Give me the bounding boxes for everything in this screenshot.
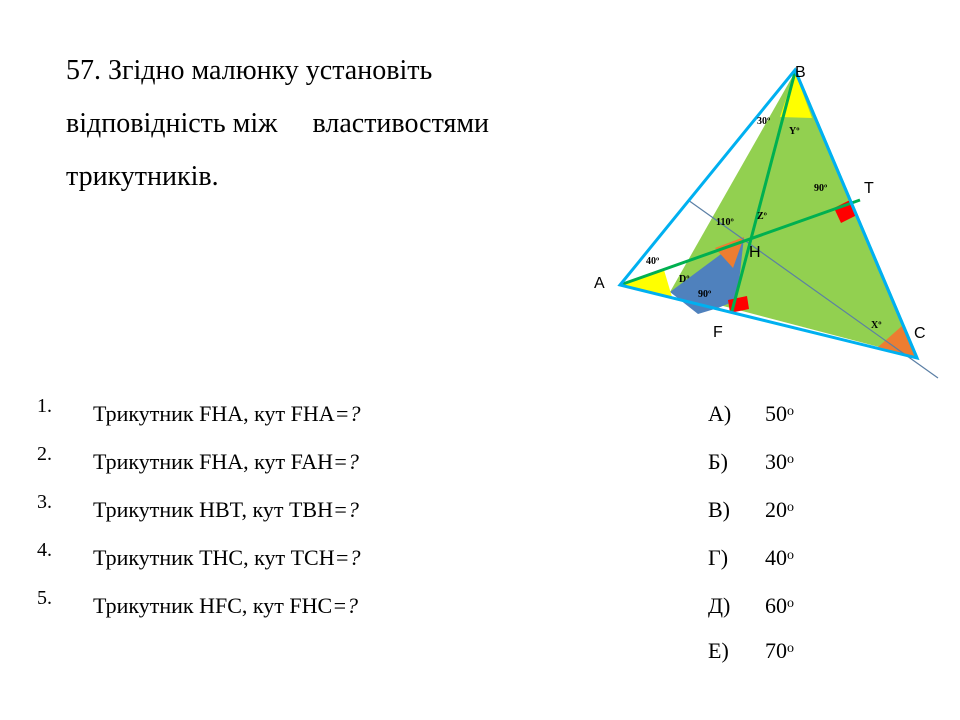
answer-value: $30^о$ xyxy=(765,449,794,474)
vertex-label-c: C xyxy=(914,325,926,342)
angle-label-f90: 90º xyxy=(698,289,712,300)
answer-letter: Е) xyxy=(708,638,729,663)
question-text: Трикутник HBT, кут TBH=? xyxy=(93,497,359,522)
angle-label-h110: 110º xyxy=(716,217,734,228)
question-text: Трикутник FHA, кут FAH=? xyxy=(93,449,359,474)
vertex-label-b: B xyxy=(795,64,806,81)
task-title-line-1: 57. Згідно малюнку установіть xyxy=(66,55,433,86)
question-text: Трикутник HFC, кут FHC=? xyxy=(93,593,359,618)
answer-value: $20^о$ xyxy=(765,497,794,522)
answer-value: $50^о$ xyxy=(765,401,794,426)
vertex-label-h: H xyxy=(749,244,761,261)
task-title-line-3: трикутників. xyxy=(66,161,219,192)
vertex-label-a: A xyxy=(594,275,605,292)
task-title xyxy=(66,44,546,203)
answer-letter: А) xyxy=(708,401,732,426)
angle-label-x: Xº xyxy=(871,320,882,331)
angle-label-z: Zº xyxy=(757,211,767,222)
vertex-label-t: T xyxy=(864,180,874,197)
question-number: 5. xyxy=(37,587,52,609)
angle-label-a40: 40º xyxy=(646,256,660,267)
angle-label-b30: 30º xyxy=(757,116,771,127)
angle-label-d: Dº xyxy=(679,274,690,285)
answer-letter: В) xyxy=(708,497,730,522)
task-title-line-2: відповідність між властивостями xyxy=(66,108,490,139)
question-text: Трикутник THC, кут TCH=? xyxy=(93,545,361,570)
vertex-label-f: F xyxy=(713,324,723,341)
answer-value: $70^о$ xyxy=(765,638,794,663)
answer-letter: Б) xyxy=(708,449,728,474)
question-number: 3. xyxy=(37,491,52,513)
question-text: Трикутник FHA, кут FHA=? xyxy=(93,401,361,426)
answer-letter: Г) xyxy=(708,545,729,570)
answer-letter: Д) xyxy=(708,593,731,618)
question-number: 2. xyxy=(37,443,52,465)
answer-value: $40^о$ xyxy=(765,545,794,570)
question-number: 1. xyxy=(37,395,52,417)
question-number: 4. xyxy=(37,539,52,561)
angle-label-y: Yº xyxy=(789,126,800,137)
triangle-figure xyxy=(585,55,950,385)
angle-label-t90: 90º xyxy=(814,183,828,194)
answer-value: $60^о$ xyxy=(765,593,794,618)
